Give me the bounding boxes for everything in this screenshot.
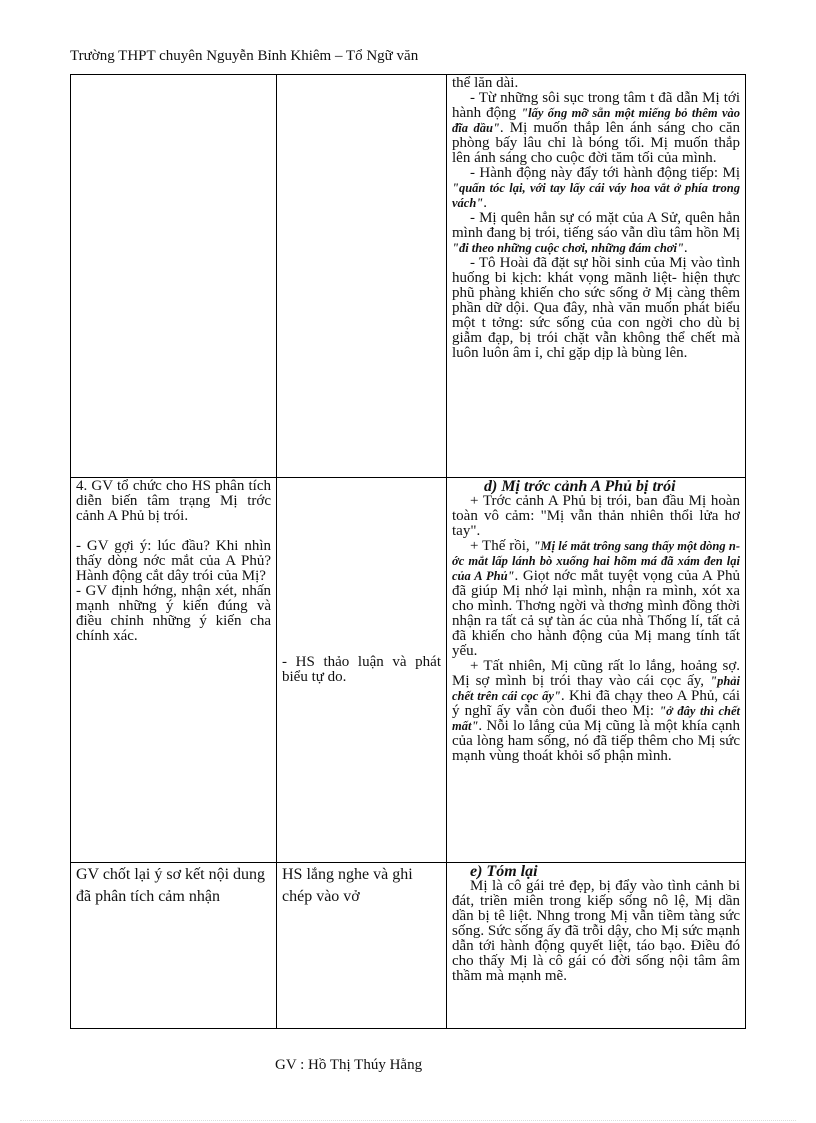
paragraph: + Thế rồi, "Mị lé mắt trông sang thấy một dòng nớc mắt lấp lánh bò xuống hai hõm má đã xám đen lại của A Phủ". Giọt nớc mắt tuyệt vọng của A Phủ đã giúp Mị nhớ lại mình, nhận ra mình, xót xa cho mình. Thơng ngời và thơng mình đồng thời nhận ra tất cả sự tàn ác của nhà Thống lí, tất cả đã khiến cho hành động của Mị mang tính tất yếu. — [452, 538, 740, 659]
paragraph: thể lăn dài. — [452, 75, 519, 91]
paragraph: Mị là cô gái trẻ đẹp, bị đẩy vào tình cảnh bi đát, triền miên trong kiếp sống nô lệ, Mị dần dần bị tê liệt. Nhng trong Mị vẫn tiềm tàng sức sống. Sức sống ấy đã trỗi dậy, cho Mị sức mạnh dẫn tới hành động quyết liệt, táo bạo. Điều đó cho thấy Mị là cô gái có đời sống nội tâm âm thầm mà mạnh mẽ. — [452, 878, 740, 984]
page-divider — [20, 1120, 796, 1121]
page-header: Trường THPT chuyên Nguyễn Bỉnh Khiêm – Tổ Ngữ văn — [70, 48, 419, 64]
paragraph: - Hành động này đẩy tới hành động tiếp: Mị "quấn tóc lại, với tay lấy cái váy hoa vắt ở phía trong vách". — [452, 165, 740, 211]
content-cell — [447, 75, 746, 478]
paragraph: - GV định hớng, nhận xét, nhấn mạnh những ý kiến đúng và điều chỉnh những ý kiến cha chính xác. — [76, 583, 271, 644]
paragraph: + Tất nhiên, Mị cũng rất lo lắng, hoảng sợ. Mị sợ mình bị trói thay vào cái cọc ấy, "phải chết trên cái cọc ấy". Khi đã chạy theo A Phủ, cái ý nghĩ ấy vẫn còn đuổi theo Mị: "ở đây thì chết mất". Nỗi lo lắng của Mị cũng là một khía cạnh của lòng ham sống, nó đã tiếp thêm cho Mị sức mạnh vùng thoát khỏi số phận mình. — [452, 658, 740, 764]
student-activity-cell — [277, 863, 447, 1029]
content-cell — [447, 478, 746, 863]
paragraph: 4. GV tổ chức cho HS phân tích diễn biến tâm trạng Mị trớc cảnh A Phủ bị trói. — [76, 478, 271, 524]
table-row — [71, 478, 746, 863]
paragraph: GV chốt lại ý sơ kết nội dung đã phân tích cảm nhận — [76, 866, 266, 905]
paragraph: - GV gợi ý: lúc đầu? Khi nhìn thấy dòng nớc mắt của A Phủ? Hành động cắt dây trói của Mị? — [76, 538, 271, 584]
content-cell — [447, 863, 746, 1029]
teacher-activity-cell — [71, 478, 277, 863]
section-heading: e) Tóm lại — [470, 863, 538, 880]
paragraph: + Trớc cảnh A Phủ bị trói, ban đầu Mị hoàn toàn vô cảm: "Mị vẫn thản nhiên thổi lửa hơ tay". — [452, 493, 740, 539]
page-footer: GV : Hồ Thị Thúy Hằng — [275, 1057, 423, 1073]
paragraph: - Tô Hoài đã đặt sự hồi sinh của Mị vào tình huống bi kịch: khát vọng mãnh liệt- hiện thực phũ phàng khiến cho sức sống ở Mị càng thêm phần dữ dội. Qua đây, nhà văn muốn phát biểu một t tởng: sức sống của con ngời cho dù bị giẫm đạp, bị trói chặt vẫn không thể chết mà luôn luôn âm ỉ, chỉ gặp dịp là bùng lên. — [452, 255, 740, 361]
paragraph: - Từ những sôi sục trong tâm t đã dẫn Mị tới hành động "lấy ống mỡ sẵn một miếng bỏ thêm vào đĩa dầu". Mị muốn thắp lên ánh sáng cho căn phòng bấy lâu chỉ là bóng tối. Mị muốn thắp lên ánh sáng cho cuộc đời tăm tối của mình. — [452, 90, 740, 166]
paragraph: - Mị quên hẳn sự có mặt của A Sử, quên hẳn mình đang bị trói, tiếng sáo vẫn dìu tâm hồn Mị "đi theo những cuộc chơi, những đám chơi". — [452, 210, 740, 256]
table-row — [71, 75, 746, 478]
lesson-table — [70, 74, 746, 1029]
teacher-activity-cell — [71, 75, 277, 478]
paragraph: - HS thảo luận và phát biểu tự do. — [282, 654, 441, 685]
paragraph: HS lắng nghe và ghi chép vào vở — [282, 866, 413, 905]
teacher-activity-cell — [71, 863, 277, 1029]
section-heading: d) Mị trớc cảnh A Phủ bị trói — [484, 478, 676, 495]
student-activity-cell — [277, 478, 447, 863]
student-activity-cell — [277, 75, 447, 478]
table-row — [71, 863, 746, 1029]
